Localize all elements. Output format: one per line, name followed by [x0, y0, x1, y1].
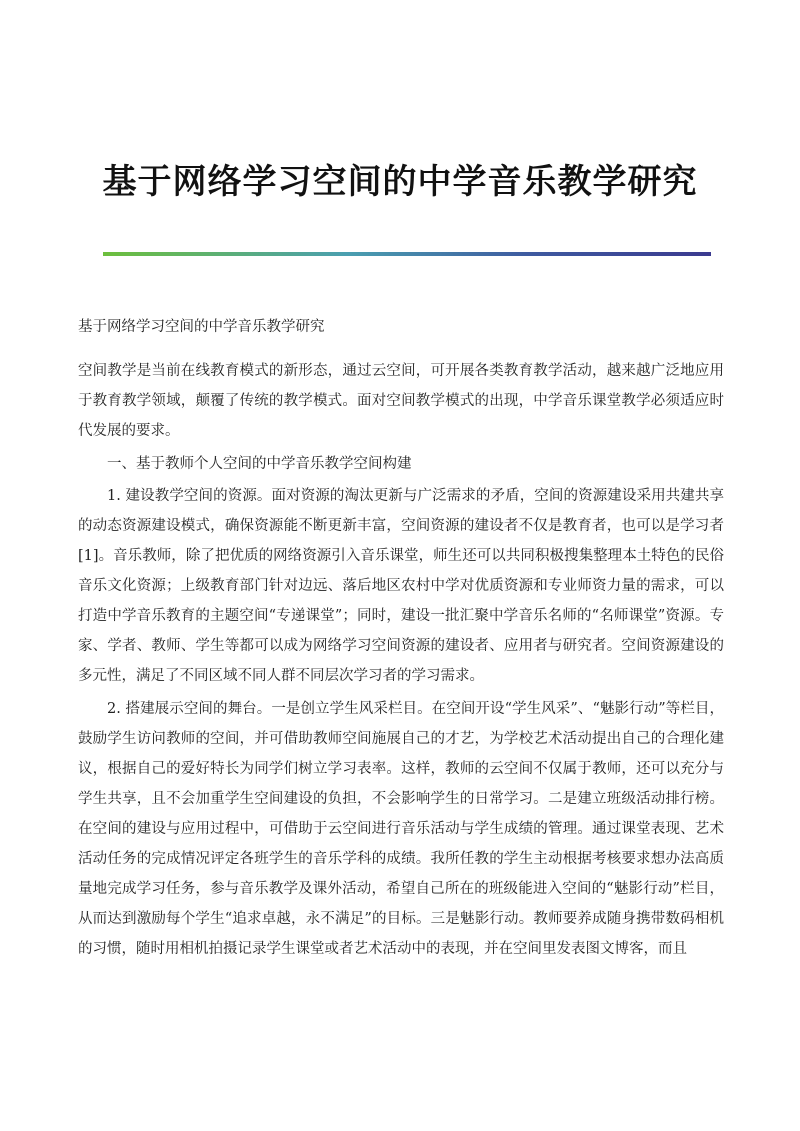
document-subtitle: 基于网络学习空间的中学音乐教学研究: [78, 319, 325, 335]
body-paragraph: 2. 搭建展示空间的舞台。一是创立学生风采栏目。在空间开设“学生风采”、“魅影行动”等栏目，鼓励学生访问教师的空间，并可借助教师空间施展自己的才艺，为学校艺术活动提出自己的合理化建议，根据自己的爱好特长为同学们树立学习表率。这样，教师的云空间不仅属于教师，还可以充分与学生共享，且不会加重学生空间建设的负担，不会影响学生的日常学习。二是建立班级活动排行榜。在空间的建设与应用过程中，可借助于云空间进行音乐活动与学生成绩的管理。通过课堂表现、艺术活动任务的完成情况评定各班学生的音乐学科的成绩。我所任教的学生主动根据考核要求想办法高质量地完成学习任务，参与音乐教学及课外活动，希望自己所在的班级能进入空间的“魅影行动”栏目，从而达到激励每个学生“追求卓越，永不满足”的目标。三是魅影行动。教师要养成随身携带数码相机的习惯，随时用相机拍摄记录学生课堂或者艺术活动中的表现，并在空间里发表图文博客，而且: [78, 700, 724, 957]
document-body: [78, 312, 724, 966]
title-divider: [103, 252, 711, 256]
document-title: 基于网络学习空间的中学音乐教学研究: [102, 162, 698, 202]
body-paragraph: 空间教学是当前在线教育模式的新形态，通过云空间，可开展各类教育教学活动，越来越广泛地应用于教育教学领域，颠覆了传统的教学模式。面对空间教学模式的出现，中学音乐课堂教学必须适应时代发展的要求。: [78, 363, 724, 439]
section-heading: 一、基于教师个人空间的中学音乐教学空间构建: [107, 455, 412, 472]
body-paragraph: 1. 建设教学空间的资源。面对资源的淘汰更新与广泛需求的矛盾，空间的资源建设采用共建共享的动态资源建设模式，确保资源能不断更新丰富，空间资源的建设者不仅是教育者，也可以是学习者[1]。音乐教师，除了把优质的网络资源引入音乐课堂，师生还可以共同积极搜集整理本土特色的民俗音乐文化资源；上级教育部门针对边远、落后地区农村中学对优质资源和专业师资力量的需求，可以打造中学音乐教育的主题空间“专递课堂”；同时，建设一批汇聚中学音乐名师的“名师课堂”资源。专家、学者、教师、学生等都可以成为网络学习空间资源的建设者、应用者与研究者。空间资源建设的多元性，满足了不同区域不同人群不同层次学习者的学习需求。: [78, 488, 724, 684]
